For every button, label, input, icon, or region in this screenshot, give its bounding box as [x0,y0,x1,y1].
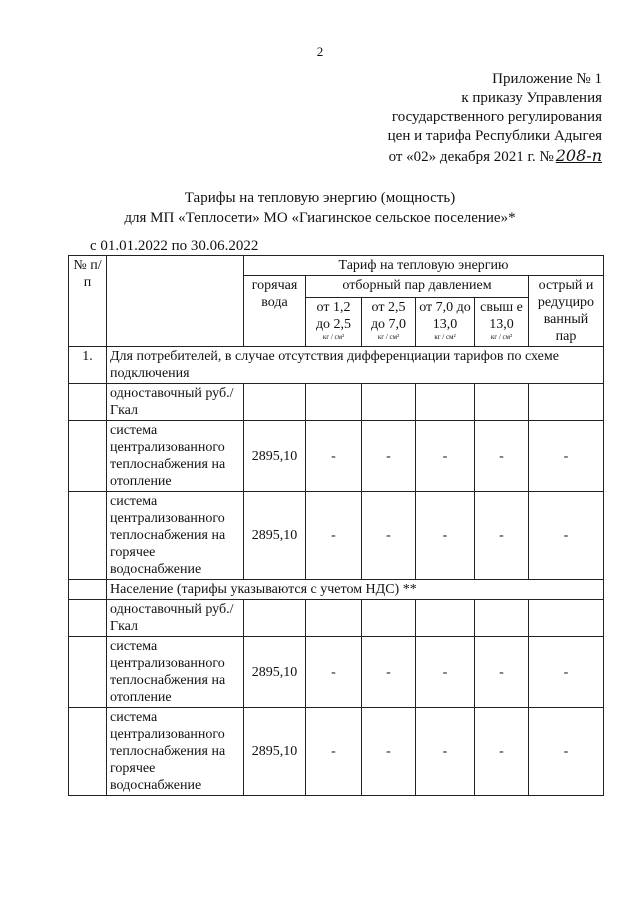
pressure-2-label: от 2,5 до 7,0 [370,299,407,332]
dash-cell: - [362,421,416,492]
header-pressure-4 [475,297,529,347]
pressure-2-unit: кг / см² [377,332,400,341]
value-cell: 2895,10 [244,421,306,492]
header-sharp-steam: острый и редуциро ванный пар [529,276,604,347]
dash-cell: - [362,708,416,796]
pressure-1-label: от 1,2 до 2,5 [315,299,352,332]
dash-cell: - [306,708,362,796]
appendix-line-5 [388,146,602,167]
dash-cell: - [416,492,475,580]
dash-cell: - [529,492,604,580]
header-pressure-3 [416,297,475,347]
order-date-text: от «02» декабря 2021 г. № [388,149,554,165]
dash-cell: - [529,708,604,796]
dash-cell: - [475,708,529,796]
appendix-line-3: государственного регулирования [391,109,602,125]
section-1-row [69,347,604,384]
header-pressure-1 [306,297,362,347]
document-title [0,188,640,228]
dash-cell: - [362,637,416,708]
single-rate-label: одноставочный руб./Гкал [107,384,244,421]
handwritten-order-number: 208-п [555,146,602,165]
dash-cell: - [416,708,475,796]
appendix-line-1: Приложение № 1 [492,71,602,87]
dash-cell: - [362,492,416,580]
dash-cell: - [475,492,529,580]
appendix-line-2: к приказу Управления [461,90,602,106]
section-1-num: 1. [69,347,107,384]
appendix-line-4: цен и тарифа Республики Адыгея [387,128,602,144]
table-row [69,492,604,580]
section-1-label: Для потребителей, в случае отсутствия дифференциации тарифов по схеме подключения [107,347,604,384]
table-row [69,637,604,708]
dash-cell: - [416,637,475,708]
tariff-table [68,255,604,796]
header-steam: отборный пар давлением [306,276,529,298]
table-row [69,708,604,796]
pressure-4-label: свыш е 13,0 [480,299,523,332]
value-cell: 2895,10 [244,637,306,708]
pressure-1-unit: кг / см² [322,332,345,341]
pressure-3-label: от 7,0 до 13,0 [419,299,471,332]
header-tariff: Тариф на тепловую энергию [244,256,604,276]
dash-cell: - [416,421,475,492]
pressure-3-unit: кг / см² [434,332,456,341]
section-2-label: Население (тарифы указываются с учетом НДС) ** [107,580,604,600]
dash-cell: - [475,637,529,708]
appendix-block [388,70,602,167]
header-num: № п/п [69,256,107,347]
row-label-hot-water: система централизованного теплоснабжения на горячее водоснабжение [107,492,244,580]
row-label-heating: система централизованного теплоснабжения на отопление [107,637,244,708]
page-number: 2 [316,44,324,59]
single-rate-label: одноставочный руб./Гкал [107,600,244,637]
table-row [69,384,604,421]
header-hot-water: горячая вода [244,276,306,347]
title-line-1: Тарифы на тепловую энергию (мощность) [184,190,456,206]
dash-cell: - [306,637,362,708]
header-row-1 [69,256,604,276]
table-row [69,421,604,492]
header-pressure-2 [362,297,416,347]
dash-cell: - [529,421,604,492]
value-cell: 2895,10 [244,492,306,580]
section-2-row [69,580,604,600]
dash-cell: - [529,637,604,708]
dash-cell: - [475,421,529,492]
pressure-4-unit: кг / см² [490,332,513,341]
row-label-hot-water: система централизованного теплоснабжения на горячее водоснабжение [107,708,244,796]
dash-cell: - [306,492,362,580]
table-row [69,600,604,637]
row-label-heating: система централизованного теплоснабжения на отопление [107,421,244,492]
dash-cell: - [306,421,362,492]
tariff-period: с 01.01.2022 по 30.06.2022 [90,238,259,254]
title-line-2: для МП «Теплосети» МО «Гиагинское сельское поселение»* [124,210,516,226]
header-blank [107,256,244,347]
value-cell: 2895,10 [244,708,306,796]
